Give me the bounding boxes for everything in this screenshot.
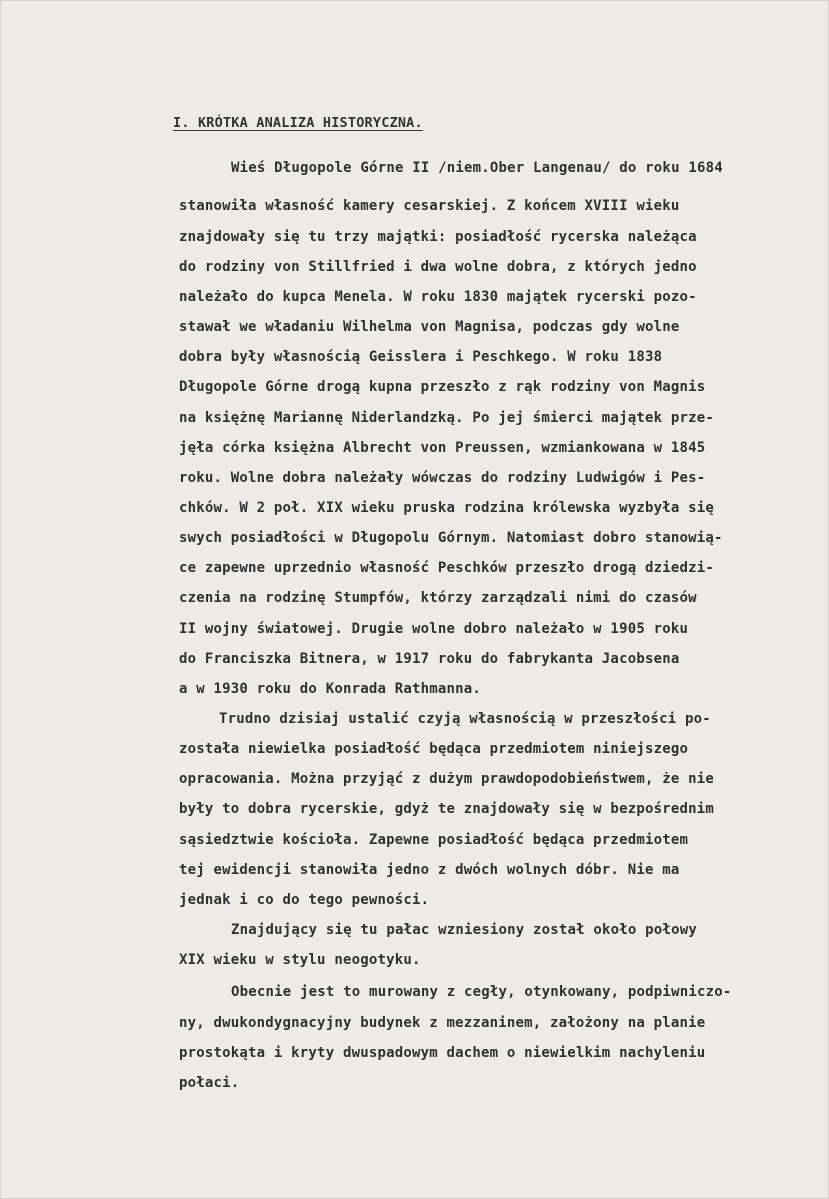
text-line: opracowania. Można przyjąć z dużym prawdopodobieństwem, że nie — [179, 771, 714, 787]
text-line: chków. W 2 poł. XIX wieku pruska rodzina królewska wyzbyła się — [179, 500, 714, 516]
text-line: Wieś Długopole Górne II /niem.Ober Langenau/ do roku 1684 — [231, 160, 723, 176]
text-line: były to dobra rycerskie, gdyż te znajdowały się w bezpośrednim — [179, 801, 714, 817]
section-heading: I. KRÓTKA ANALIZA HISTORYCZNA. — [173, 115, 423, 131]
text-line: Znajdujący się tu pałac wzniesiony został około połowy — [231, 922, 697, 938]
text-line: tej ewidencji stanowiła jedno z dwóch wolnych dóbr. Nie ma — [179, 862, 680, 878]
text-line: połaci. — [179, 1075, 240, 1091]
text-line: znajdowały się tu trzy majątki: posiadłość rycerska należąca — [179, 229, 697, 245]
text-line: XIX wieku w stylu neogotyku. — [179, 952, 421, 968]
text-line: roku. Wolne dobra należały wówczas do rodziny Ludwigów i Pes- — [179, 470, 706, 486]
text-line: należało do kupca Menela. W roku 1830 majątek rycerski pozo- — [179, 289, 697, 305]
text-line: ce zapewne uprzednio własność Peschków przeszło drogą dziedzi- — [179, 560, 714, 576]
text-line: a w 1930 roku do Konrada Rathmanna. — [179, 681, 482, 697]
text-line: swych posiadłości w Długopolu Górnym. Natomiast dobro stanowią- — [179, 530, 723, 546]
text-line: dobra były własnością Geisslera i Peschkego. W roku 1838 — [179, 349, 663, 365]
text-line: stawał we władaniu Wilhelma von Magnisa, podczas gdy wolne — [179, 319, 680, 335]
text-line: Obecnie jest to murowany z cegły, otynkowany, podpiwniczo- — [231, 984, 732, 1000]
text-line: Trudno dzisiaj ustalić czyją własnością w przeszłości po- — [219, 711, 711, 727]
text-line: II wojny światowej. Drugie wolne dobro należało w 1905 roku — [179, 621, 689, 637]
text-line: prostokąta i kryty dwuspadowym dachem o niewielkim nachyleniu — [179, 1045, 706, 1061]
text-line: jednak i co do tego pewności. — [179, 892, 430, 908]
text-line: stanowiła własność kamery cesarskiej. Z końcem XVIII wieku — [179, 198, 680, 214]
text-line: Długopole Górne drogą kupna przeszło z rąk rodziny von Magnis — [179, 379, 706, 395]
text-line: na księżnę Mariannę Niderlandzką. Po jej śmierci majątek prze- — [179, 410, 714, 426]
text-line: jęła córka księżna Albrecht von Preussen, wzmiankowana w 1845 — [179, 440, 706, 456]
text-line: do Franciszka Bitnera, w 1917 roku do fabrykanta Jacobsena — [179, 651, 680, 667]
text-line: sąsiedztwie kościoła. Zapewne posiadłość będąca przedmiotem — [179, 832, 689, 848]
text-line: ny, dwukondygnacyjny budynek z mezzaninem, założony na planie — [179, 1015, 706, 1031]
text-line: została niewielka posiadłość będąca przedmiotem niniejszego — [179, 741, 689, 757]
text-line: czenia na rodzinę Stumpfów, którzy zarządzali nimi do czasów — [179, 590, 697, 606]
text-line: do rodziny von Stillfried i dwa wolne dobra, z których jedno — [179, 259, 697, 275]
